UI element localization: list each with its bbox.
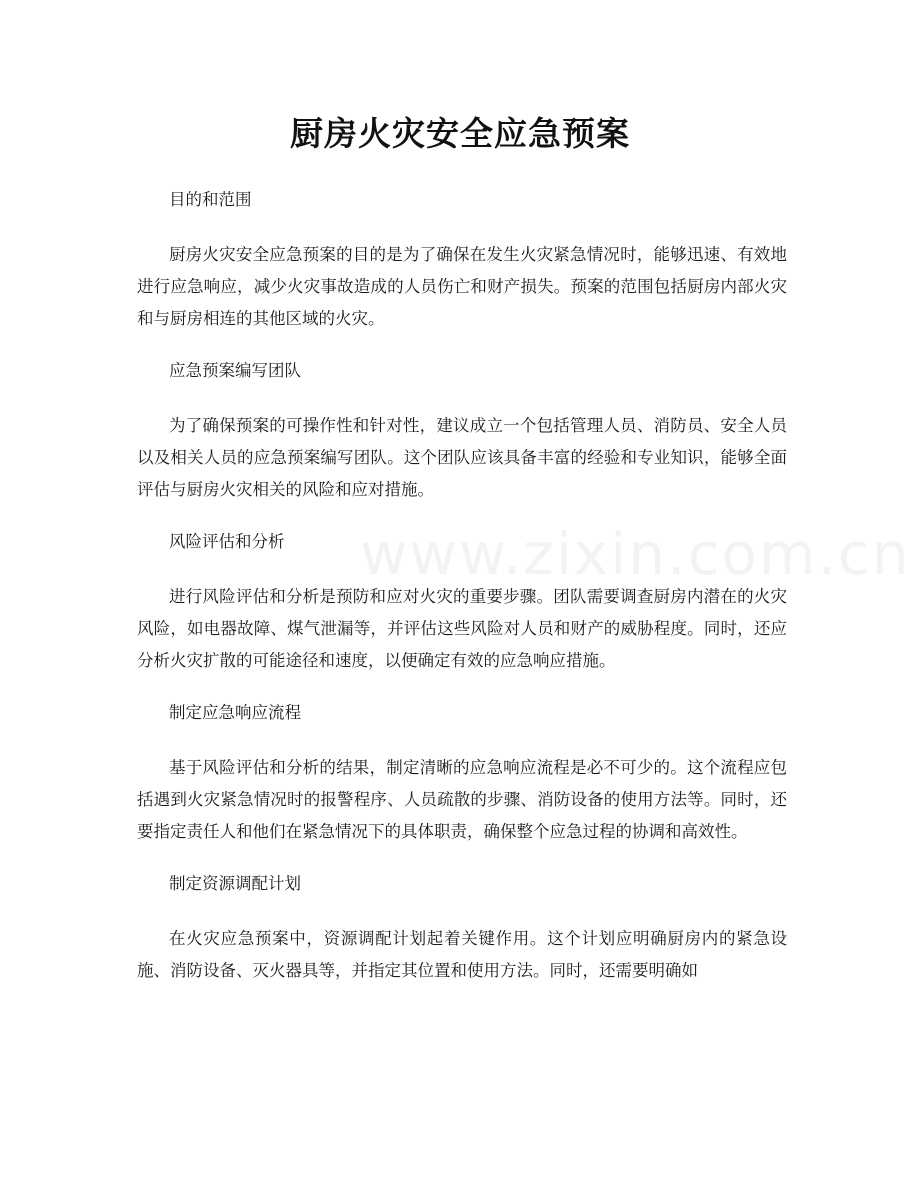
section-paragraph: 进行风险评估和分析是预防和应对火灾的重要步骤。团队需要调查厨房内潜在的火灾风险，如电器故障、煤气泄漏等，并评估这些风险对人员和财产的威胁程度。同时，还应分析火灾扩散的可能途径和速度，以便确定有效的应急响应措施。 [137, 587, 787, 670]
section-response-process [137, 699, 787, 848]
section-risk-assessment [137, 528, 787, 677]
section-paragraph: 为了确保预案的可操作性和针对性，建议成立一个包括管理人员、消防员、安全人员以及相关人员的应急预案编写团队。这个团队应该具备丰富的经验和专业知识，能够全面评估与厨房火灾相关的风险和应对措施。 [137, 416, 787, 499]
section-paragraph: 在火灾应急预案中，资源调配计划起着关键作用。这个计划应明确厨房内的紧急设施、消防设备、灭火器具等，并指定其位置和使用方法。同时，还需要明确如 [137, 929, 787, 980]
section-heading: 制定应急响应流程 [169, 703, 301, 722]
section-purpose-scope [137, 186, 787, 335]
section-resource-plan [137, 870, 787, 987]
section-paragraph: 厨房火灾安全应急预案的目的是为了确保在发生火灾紧急情况时，能够迅速、有效地进行应急响应，减少火灾事故造成的人员伤亡和财产损失。预案的范围包括厨房内部火灾和与厨房相连的其他区域的火灾。 [137, 245, 787, 328]
section-heading: 目的和范围 [169, 190, 252, 209]
document-title: 厨房火灾安全应急预案 [290, 114, 630, 153]
section-heading: 风险评估和分析 [169, 532, 285, 551]
document-body [137, 186, 787, 1009]
section-writing-team [137, 357, 787, 506]
section-paragraph: 基于风险评估和分析的结果，制定清晰的应急响应流程是必不可少的。这个流程应包括遇到火灾紧急情况时的报警程序、人员疏散的步骤、消防设备的使用方法等。同时，还要指定责任人和他们在紧急情况下的具体职责，确保整个应急过程的协调和高效性。 [137, 758, 787, 841]
section-heading: 制定资源调配计划 [169, 874, 301, 893]
watermark: www.zixin.com.cn [360, 520, 911, 588]
section-heading: 应急预案编写团队 [169, 361, 301, 380]
